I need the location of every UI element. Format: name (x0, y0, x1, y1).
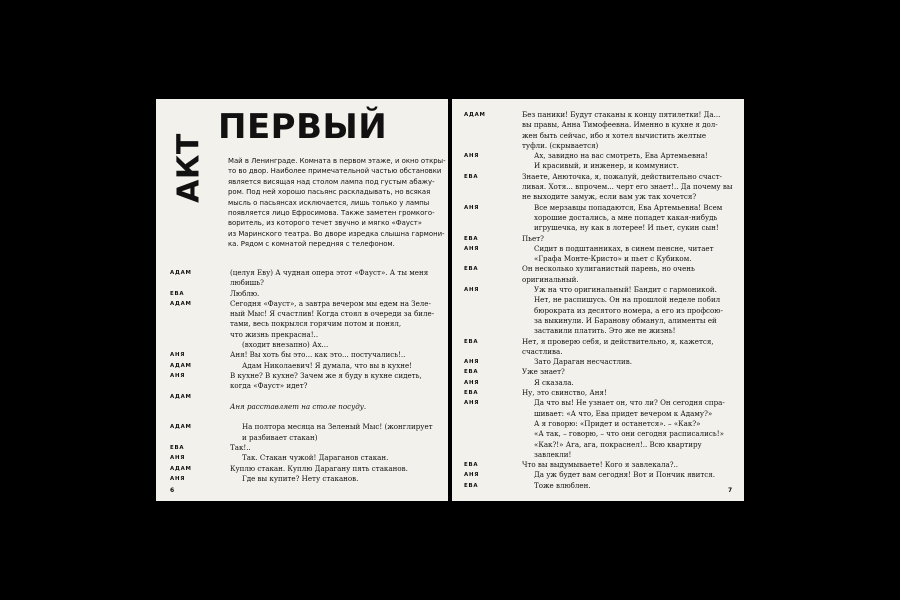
intro-line: появляется лицо Ефросимова. Также заметен громкого- (228, 209, 435, 218)
speech-text (522, 172, 732, 203)
speech-line: Знаете, Анюточка, я, пожалуй, действительно счаст- (522, 171, 723, 181)
intro-line: воритель, из которого течет звучно и мягко «Фауст» (228, 219, 423, 228)
dialogue-entry (156, 392, 448, 402)
speaker-name: ЕВА (170, 290, 185, 297)
speech-line: оригинальный. (522, 274, 579, 284)
dialogue-entry (452, 151, 744, 172)
speech-text (522, 398, 725, 460)
speech-line: «Как?!» Ага, ага, покраснел!.. Всю квартиру (534, 439, 702, 449)
speaker-name: АНЯ (170, 352, 186, 359)
speech-line: Где вы купите? Нету стаканов. (242, 473, 359, 483)
speaker-name: АНЯ (464, 245, 480, 252)
speech-line: На полтора месяца на Зеленый Мыс! (жонглирует (242, 422, 433, 432)
speech-line: за выкинули. И Баранову обманул, алименты ей (534, 315, 717, 325)
speech-line: А я говорю: «Придет и останется». – «Как?» (534, 418, 701, 428)
right-page (452, 99, 744, 501)
speaker-name: ЕВА (170, 445, 185, 452)
dialogue-entry (156, 361, 448, 371)
speech-line: Аня расставляет на столе посуду. (230, 401, 367, 411)
dialogue-entry (156, 402, 448, 412)
speaker-name: АДАМ (464, 112, 486, 118)
dialogue-entry (156, 464, 448, 474)
speech-line: любишь? (230, 278, 264, 288)
speech-text (522, 388, 607, 398)
speech-line: Ну, это свинство, Аня! (522, 388, 607, 398)
speech-text (230, 453, 388, 463)
dialogue-entry (452, 203, 744, 234)
speech-text (522, 110, 720, 151)
speech-text (522, 151, 708, 172)
speech-line: Да уж будет вам сегодня! Вот и Пончик явится. (534, 470, 715, 480)
speech-line: (целуя Еву) А чудная опера этот «Фауст». А ты меня (230, 268, 429, 277)
speech-text (522, 470, 715, 480)
speech-line: Так. Стакан чужой! Дараганов стакан. (242, 453, 389, 463)
speech-text (230, 371, 422, 392)
speech-text (230, 289, 259, 299)
dialogue-entry (452, 460, 744, 470)
speaker-name: АДАМ (170, 424, 192, 431)
dialogue-entry (452, 481, 744, 491)
speech-line: туфли. (скрывается) (522, 140, 599, 150)
dialogue-block-left (156, 268, 448, 484)
speaker-name: АНЯ (464, 400, 480, 407)
speech-text (522, 460, 678, 470)
dialogue-block-right (452, 110, 744, 491)
intro-line: из Маринского театра. Во дворе изредка слышна гармони- (228, 229, 445, 238)
speech-text (522, 357, 632, 367)
dialogue-entry (452, 172, 744, 203)
speech-text (230, 422, 433, 443)
speech-line: Он несколько хулиганистый парень, но очень (522, 264, 695, 274)
page-number-right: 7 (728, 487, 733, 494)
dialogue-entry (452, 110, 744, 151)
dialogue-entry (452, 367, 744, 377)
speaker-name: АДАМ (170, 362, 192, 369)
speech-text (230, 299, 434, 340)
dialogue-entry (452, 357, 744, 367)
speech-line: Сегодня «Фауст», а завтра вечером мы едем на Зеле- (230, 298, 431, 308)
speech-text (522, 244, 714, 265)
speech-line: Аня! Вы хоть бы это... как это... постучались!.. (230, 350, 406, 360)
speech-line: Все мерзавцы попадаются, Ева Артемьевна! Всем (534, 202, 723, 212)
dialogue-entry (452, 234, 744, 244)
speech-line: когда «Фауст» идет? (230, 381, 308, 391)
speech-line: Сидит в подштанниках, в синем пенсне, читает (534, 243, 714, 253)
speech-line: Нет, не распишусь. Он на прошлой неделе побил (534, 295, 721, 305)
speech-line: заставили платить. Это же не жизнь! (534, 326, 676, 336)
speech-line: Куплю стакан. Куплю Дарагану пять стаканов. (230, 463, 408, 473)
speech-line: Люблю. (230, 288, 260, 298)
speech-text (230, 402, 366, 412)
speech-line: Зато Дараган несчастлив. (534, 357, 632, 367)
speech-text (522, 234, 544, 244)
dialogue-entry (156, 299, 448, 340)
speech-line: не выходите замуж, если вам уж так хочется? (522, 192, 697, 202)
dialogue-entry (452, 264, 744, 285)
speech-line: жен быть сейчас, ибо я хотел вычистить желтые (522, 130, 707, 140)
speech-line: И красивый, и инженер, и коммунист. (534, 161, 679, 171)
speaker-name: АНЯ (464, 472, 480, 479)
speaker-name: ЕВА (464, 266, 479, 273)
speech-text (522, 481, 591, 491)
speaker-name: ЕВА (464, 338, 479, 345)
speech-text (522, 203, 722, 234)
act-label-text: АКТ (171, 133, 207, 203)
speech-line: Без паники! Будут стаканы к концу пятилетки! Да... (522, 110, 721, 119)
speech-line: ливая. Хотя... впрочем... черт его знает!.. Да почему вы (522, 182, 733, 192)
dialogue-entry (156, 443, 448, 453)
speech-text (230, 268, 428, 289)
act-title: ПЕРВЫЙ (218, 107, 388, 147)
speaker-name: АДАМ (170, 270, 192, 276)
speech-line: Что вы выдумываете! Кого я завлекала?.. (522, 460, 679, 470)
speech-text (522, 264, 695, 285)
speaker-name: АНЯ (464, 359, 480, 366)
speech-line: тами, весь покрылся горячим потом и понял, (230, 319, 402, 329)
speech-line: «А так, – говорю, – что они сегодня расписались!» (534, 429, 724, 439)
speech-line: Пьет? (522, 233, 544, 243)
stage-direction-intro (228, 156, 446, 250)
dialogue-entry (156, 350, 448, 360)
speech-text (230, 350, 405, 360)
speech-line: Ах, завидно на вас смотреть, Ева Артемьевна! (534, 151, 708, 161)
speaker-name: АНЯ (464, 153, 480, 160)
speech-line: завлекли! (534, 449, 572, 459)
speech-line: игрушечка, ну как в лотерее! И пьет, сукин сын! (534, 223, 719, 233)
dialogue-entry (452, 337, 744, 358)
speaker-name: АНЯ (170, 372, 186, 379)
speaker-name: ЕВА (464, 390, 479, 397)
speech-line: хорошие достались, а мне попадет какая-нибудь (534, 212, 718, 222)
dialogue-entry (452, 244, 744, 265)
speech-line: Нет, я проверю себя, и действительно, я, кажется, (522, 336, 714, 346)
intro-line: то во двор. Наиболее примечательной частью обстановки (228, 167, 442, 176)
dialogue-entry (452, 398, 744, 460)
intro-line: ром. Под ней хорошо пасьянс раскладывать, но всякая (228, 188, 431, 197)
dialogue-entry (156, 371, 448, 392)
dialogue-entry (156, 289, 448, 299)
dialogue-entry (156, 474, 448, 484)
speech-line: «Графа Монте-Кристо» и пьет с Кубиком. (534, 254, 692, 264)
speaker-name: АДАМ (170, 465, 192, 472)
speaker-name: ЕВА (464, 235, 479, 242)
speaker-name: ЕВА (464, 462, 479, 469)
dialogue-entry (452, 285, 744, 337)
speaker-name: АНЯ (464, 287, 480, 294)
intro-line: является висящая над столом лампа под густым абажу- (228, 177, 435, 186)
speech-text (522, 367, 565, 377)
dialogue-entry (156, 268, 448, 289)
speech-text (522, 378, 574, 388)
speech-text (230, 474, 358, 484)
speech-line: шивает: «А что, Ева придет вечером к Адаму?» (534, 408, 713, 418)
speech-text (230, 443, 251, 453)
speaker-name: ЕВА (464, 369, 479, 376)
dialogue-entry (452, 388, 744, 398)
speaker-name: АНЯ (170, 475, 186, 482)
intro-line: Май в Ленинграде. Комната в первом этаже, и окно откры- (228, 157, 446, 165)
speaker-name: ЕВА (464, 482, 479, 489)
dialogue-entry (156, 422, 448, 443)
dialogue-entry (452, 378, 744, 388)
speech-line: (входит внезапно) Ах... (242, 340, 329, 350)
dialogue-entry (156, 340, 448, 350)
speech-text (522, 337, 714, 358)
speech-line: счастлива. (522, 346, 563, 356)
speaker-name: АНЯ (170, 455, 186, 462)
speech-line: бюрократа из десятого номера, а его из профсою- (534, 305, 723, 315)
intro-line: мысль о пасьянсах исключается, лишь только у лампы (228, 198, 430, 207)
speech-line: Так!.. (230, 443, 251, 453)
page-number-left: 6 (170, 487, 175, 494)
dialogue-entry (156, 453, 448, 463)
speaker-name: АДАМ (170, 300, 192, 307)
speech-line: Уже знает? (522, 367, 565, 377)
speech-line: вы правы, Анна Тимофеевна. Именно в кухне я дол- (522, 120, 718, 130)
speech-text (230, 464, 408, 474)
speaker-name: ЕВА (464, 173, 479, 180)
speech-line: что жизнь прекрасна!.. (230, 329, 319, 339)
dialogue-entry (156, 412, 448, 422)
speech-line: и разбивает стакан) (242, 432, 318, 442)
speech-line: Да что вы! Не узнает он, что ли? Он сегодня спра- (534, 398, 725, 408)
act-label-vertical (171, 109, 207, 227)
speech-line: ный Мыс! Я счастлив! Когда стоял в очереди за биле- (230, 309, 435, 319)
speech-text (522, 285, 723, 336)
speech-line: Тоже влюблен. (534, 480, 591, 490)
speech-text (230, 361, 412, 371)
speaker-name: АНЯ (464, 379, 480, 386)
intro-line: ка. Рядом с комнатой передняя с телефоном. (228, 240, 395, 249)
speaker-name: АНЯ (464, 204, 480, 211)
speaker-name: АДАМ (170, 393, 192, 400)
speech-line: В кухне? В кухне? Зачем же я буду в кухне сидеть, (230, 370, 422, 380)
dialogue-entry (452, 470, 744, 480)
left-page (156, 99, 448, 501)
speech-text (230, 340, 328, 350)
speech-line: Я сказала. (534, 377, 574, 387)
speech-line: Уж на что оригинальный! Бандит с гармоникой. (534, 285, 717, 295)
speech-line: Адам Николаевич! Я думала, что вы в кухне! (242, 360, 412, 370)
